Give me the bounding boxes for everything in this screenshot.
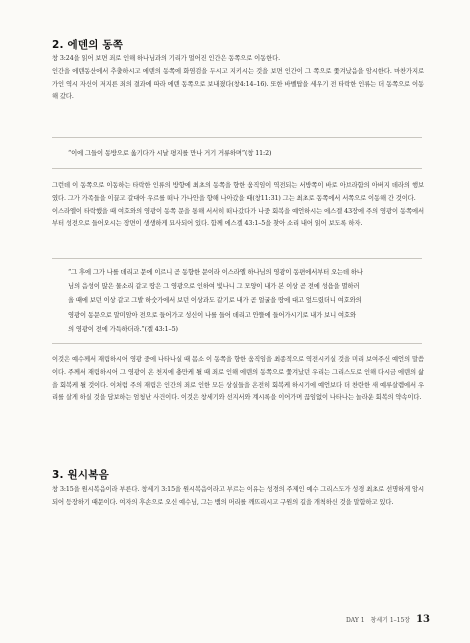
quote-divider-bottom (52, 343, 422, 344)
quote-divider-top (52, 137, 422, 138)
footer-day: DAY 1 (345, 617, 365, 624)
quote-divider-bottom (52, 168, 422, 169)
paragraph-restoration-promise: 이것은 예수께서 재림하시어 영광 중에 나타나실 때 몸소 이 동쪽을 향한 움직임을 최종적으로 역전시키실 것을 미리 보여주신 예언의 말씀이다. 주께서 재림하시어 그 영광이 온 천지에 충만케 될 때 죄로 인해 에덴의 동쪽으로 쫓겨났던 우리는 그리스도로 인해 다시금 에덴의 삶을 회복케 될 것이다. 이처럼 주의 재림은 인간의 죄로 인한 모든 상실들을 온전히 회복케 하시기에 예언보다 더 찬란한 새 예루살렘에서 우리를 살게 하실 것을 담보하는 엄청난 사건이다. 이것은 창세기와 선지서와 계시록을 이어가며 끊임없이 나타나는 놀라운 회복의 약속이다. (52, 356, 424, 402)
quote-divider-top (52, 258, 422, 259)
paragraph-eastward-intro: 창 3:24을 읽어 보면 죄로 인해 하나님과의 기리가 멀어진 인간은 동쪽으로 이동한다. 인간을 에덴동산에서 추출하시고 에덴의 동쪽에 화염검을 두시고 지키시는 것을 보면 인간이 그 쪽으로 쫓겨났음을 암시한다. 마찬가지로 가인 역시 자신이 저지른 죄의 결과에 따라 에덴 동쪽으로 보내졌다(창4:14–16). 또한 바벨탑을 세우기 전 타락한 인류는 더 동쪽으로 이동해 갔다. (52, 55, 424, 101)
page-number: 13 (416, 614, 430, 625)
page-footer (346, 614, 430, 625)
quote-ezekiel-43: “그 후에 그가 나를 데리고 문에 이르니 곧 동향한 문이라 이스라엘 하나님의 영광이 동편에서부터 오는데 하나 님의 음성이 많은 물소리 같고 땅은 그 영광으로 인하여 빛나니 그 모양이 내가 본 이상 곧 전에 성읍을 멸하러 올 때에 보던 이상 같고 그발 하숫가에서 보던 이상과도 같기로 내가 곧 얼굴을 땅에 대고 엎드렸더니 여호와의 영광이 동문으로 말미암아 전으로 들어가고 성신이 나를 들어 데리고 안뜰에 들어가시기로 내가 보니 여호와 의 영광이 전에 가득하더라.”(겔 43:1–5) (68, 269, 363, 333)
paragraph-protoevangelium: 창 3:15을 원시복음이라 부른다. 창세기 3:15을 원시복음이라고 부르는 이유는 성경의 주제인 예수 그리스도가 성경 최초로 선명하게 암시되어 등장하기 때문이다. 여자의 후손으로 오신 예수님, 그는 뱀의 머리를 깨뜨리시고 구원의 길을 개척하신 것을 말함하고 있다. (52, 486, 424, 506)
footer-chapter: 창세기 1–15장 (370, 617, 411, 624)
paragraph-terah-journey: 그런데 이 동쪽으로 이동하는 타락한 인류의 방향에 최초의 동쪽을 향한 움직임이 역전되는 서방쪽이 바로 아브라함의 아버지 데라의 행보였다. 그가 가족들을 이끌고 갈대아 우르를 떠나 가나안을 향해 나아갔을 때(창11:31) 그는 최초로 동쪽에서 서쪽으로 이동해 간 것이다. 이스라엘이 타락했을 때 여호와의 영광이 동쪽 문을 통해 서서히 떠나갔다가 나중 회복을 예언하시는 에스겔 43장에 주의 영광이 동쪽에서부터 성전으로 들어오시는 장면이 생생하게 묘사되어 있다. 함께 에스겔 43:1–5을 찾아 소리 내어 읽어 보도록 하자. (52, 182, 424, 228)
section-heading-protoevangelium: 3. 원시복음 (52, 469, 109, 481)
section-heading-eastward: 2. 에덴의 동쪽 (52, 39, 124, 51)
quote-genesis-11-2: “이에 그들이 동방으로 옮기다가 시날 평지를 만나 거기 거류하며”(창 11:2) (68, 150, 272, 157)
